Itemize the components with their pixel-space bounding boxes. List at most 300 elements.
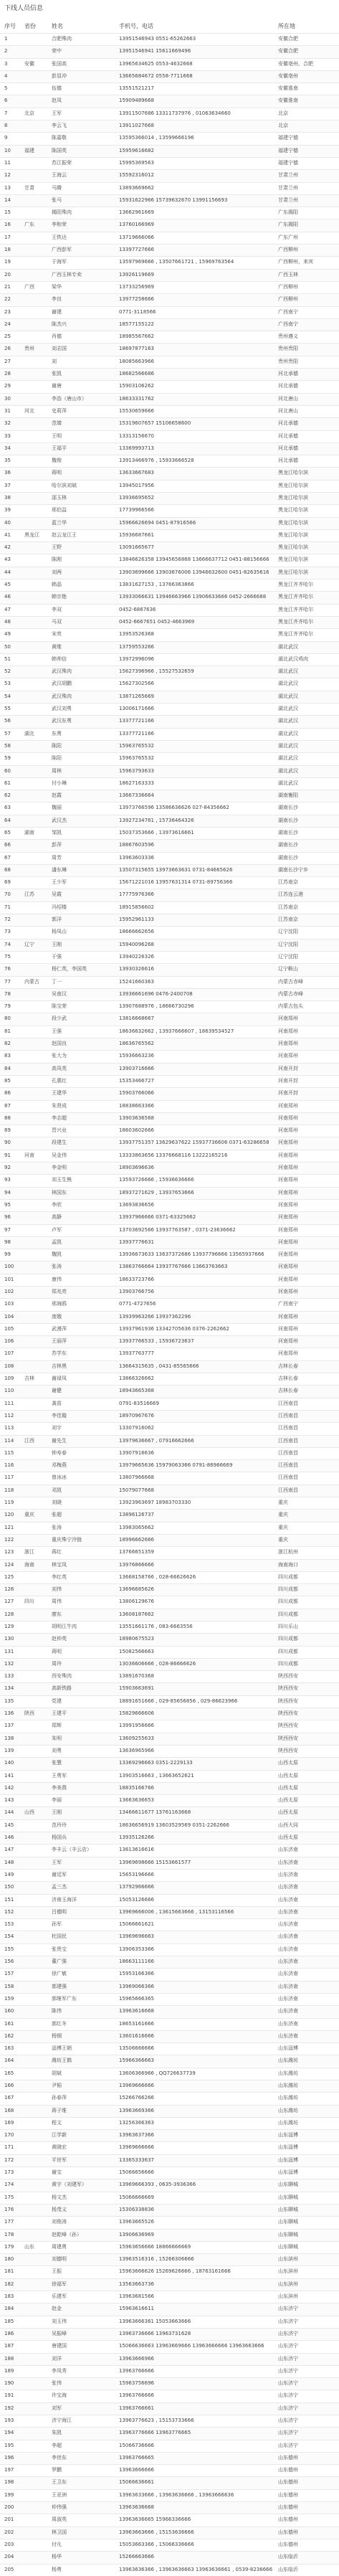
row-location: 山东淄博 — [278, 2169, 298, 2176]
row-name: 马腾 — [52, 184, 62, 191]
row-name: 陈嘉敬 — [52, 135, 67, 141]
row-name: 黄宇（刘建军） — [52, 2182, 87, 2188]
row-location: 广西南宁 — [278, 1301, 298, 1307]
row-index: 53 — [4, 681, 11, 687]
row-location: 河南郑州 — [278, 1114, 298, 1121]
row-phone: 13601616666 — [119, 2032, 154, 2039]
row-name: 郭建强 — [52, 1983, 67, 1989]
table-row — [0, 1373, 339, 1385]
row-location: 山东潍坊 — [278, 2095, 298, 2101]
table-row — [0, 2377, 339, 2390]
table-row — [0, 1993, 339, 2005]
row-location: 安徽淮南 — [278, 85, 298, 92]
row-phone: 18903696636 — [119, 1165, 154, 1171]
row-phone: 0771-4727656 — [119, 1301, 156, 1307]
row-name: 刘玉伟 — [52, 2318, 67, 2324]
row-index: 149 — [4, 1871, 14, 1877]
row-phone: 15353466727 — [119, 1077, 154, 1084]
row-location: 四川成都 — [278, 1599, 298, 1605]
table-row — [0, 232, 339, 244]
row-index: 143 — [4, 1797, 14, 1804]
row-phone: 13906353366 — [119, 1946, 154, 1952]
row-name: 张国高 — [52, 60, 67, 67]
row-index: 182 — [4, 2281, 14, 2287]
row-index: 61 — [4, 780, 11, 786]
row-name: 杜国民 — [52, 1933, 67, 1940]
row-index: 148 — [4, 1859, 14, 1865]
row-phone: 13006171666 — [119, 706, 154, 712]
row-phone: 13937766533 , 15936723637 — [119, 1338, 194, 1345]
table-row — [0, 1187, 339, 1199]
table-row — [0, 1806, 339, 1819]
row-name: 杨勇 — [52, 2566, 62, 2572]
row-location: 四川乐山 — [278, 1624, 298, 1629]
table-row — [0, 2179, 339, 2191]
row-location: 河南开封 — [278, 1077, 298, 1084]
table-row — [0, 2489, 339, 2501]
row-location: 山东滨州 — [278, 2256, 298, 2263]
table-row — [0, 1435, 339, 1447]
row-phone: 13466611677 13761163668 — [119, 1809, 191, 1816]
table-row — [0, 2241, 339, 2253]
row-phone: 18980675523 — [119, 1636, 154, 1642]
row-name: 刘伟 — [52, 1586, 62, 1593]
row-location: 山东聊城 — [278, 2206, 298, 2212]
row-phone: 13991956666 — [119, 1723, 154, 1729]
row-name: 龚苗 — [52, 1400, 62, 1406]
row-location: 内蒙古赤峰 — [278, 978, 303, 985]
table-row — [0, 2402, 339, 2415]
row-index: 50 — [4, 643, 11, 650]
row-index: 163 — [4, 2045, 14, 2052]
row-index: 66 — [4, 842, 11, 848]
row-name: 吉林黑 — [52, 1363, 67, 1369]
row-name: 尹韬 — [52, 2082, 62, 2088]
table-row — [0, 1174, 339, 1186]
row-index: 39 — [4, 507, 11, 513]
row-phone: 0771-3118566 — [119, 308, 156, 315]
row-phone: 15306338836 — [119, 2206, 154, 2212]
table-row — [0, 1410, 339, 1422]
row-name: 于强 — [52, 953, 62, 960]
table-row — [0, 1832, 339, 1844]
row-phone: 15066636663 13963669666 13963666666 13963663666 — [119, 2343, 264, 2349]
header-name: 姓名 — [52, 23, 63, 29]
row-name: 李佳璇 — [52, 1412, 67, 1419]
row-province: 四川 — [24, 1599, 34, 1605]
table-row — [0, 2514, 339, 2526]
row-location: 湖南长沙 — [278, 805, 298, 811]
row-name: 江学新 — [52, 2132, 67, 2139]
row-phone: 13963666361 15053663666 — [119, 2318, 191, 2324]
row-location: 黑龙江哈尔滨 — [278, 531, 308, 538]
row-phone: 13969698666 15153661577 — [119, 1859, 191, 1865]
row-index: 5 — [4, 85, 8, 92]
row-index: 169 — [4, 2119, 14, 2126]
row-location: 湖南衡阳 — [278, 792, 298, 799]
row-location: 山东聊城 — [278, 2219, 298, 2225]
row-index: 161 — [4, 2020, 14, 2027]
row-location: 山东济宁 — [278, 2380, 298, 2387]
row-index: 174 — [4, 2182, 14, 2188]
table-row — [0, 1398, 339, 1410]
row-index: 145 — [4, 1822, 14, 1828]
row-index: 103 — [4, 1301, 14, 1307]
row-index: 31 — [4, 407, 11, 414]
row-index: 125 — [4, 1573, 14, 1580]
table-row — [0, 2117, 339, 2129]
row-location: 湖北武汉 — [278, 780, 298, 786]
row-province: 山东 — [24, 2243, 34, 2250]
row-location: 四川成都 — [278, 1648, 298, 1654]
table-row — [0, 1559, 339, 1571]
row-location: 山东滨州 — [278, 2293, 298, 2300]
row-index: 185 — [4, 2318, 14, 2324]
row-phone: 13377721166 — [119, 718, 154, 724]
row-name: 张涛 — [52, 1524, 62, 1530]
table-row — [0, 1497, 339, 1509]
table-row — [0, 1026, 339, 1038]
row-location: 重庆 — [278, 1500, 288, 1506]
row-phone: 15995369563 — [119, 159, 154, 166]
row-index: 119 — [4, 1500, 14, 1506]
row-phone: 15959616682 — [119, 147, 154, 153]
row-name: 李良 — [52, 296, 62, 303]
row-location: 山东德州 — [278, 2541, 298, 2547]
row-name: 李志超 — [52, 1114, 67, 1121]
row-index: 40 — [4, 519, 11, 526]
row-province: 吉林 — [24, 1375, 34, 1382]
row-location: 山东德州 — [278, 2479, 298, 2486]
row-phone: 18970967676 — [119, 1412, 154, 1419]
row-index: 16 — [4, 222, 11, 228]
row-name: 张大为 — [52, 1053, 67, 1059]
row-phone: 13979636667 , 07916662666 — [119, 1437, 194, 1444]
table-row — [0, 194, 339, 207]
row-location: 广西柳州，来宾 — [278, 259, 313, 265]
row-phone: 13963776666 13963776665 — [119, 2430, 191, 2436]
table-row — [0, 380, 339, 392]
row-index: 126 — [4, 1586, 14, 1593]
row-index: 194 — [4, 2430, 14, 2436]
row-name: 平世军 — [52, 2156, 67, 2163]
row-index: 147 — [4, 1847, 14, 1853]
row-index: 79 — [4, 1003, 11, 1010]
row-name: 广西彭军 — [52, 247, 72, 253]
table-row — [0, 1956, 339, 1968]
row-phone: 13963663666 , 15153636666 — [119, 2529, 194, 2535]
row-phone: 13906636969 — [119, 2231, 154, 2238]
row-location: 贵州贵阳 — [278, 358, 298, 364]
table-row — [0, 2476, 339, 2489]
row-location: 吉林长春 — [278, 1363, 298, 1369]
row-index: 171 — [4, 2144, 14, 2151]
row-location: 湖北武汉鸡肉 — [278, 655, 308, 662]
row-name: 刘俊涛 — [52, 2219, 67, 2225]
row-phone: 13963636665 15966336666 — [119, 2516, 191, 2523]
table-row — [0, 901, 339, 914]
table-row — [0, 368, 339, 380]
row-index: 165 — [4, 2070, 14, 2076]
row-index: 187 — [4, 2343, 14, 2349]
row-phone: 13963633666 , 13963636666 , 13963666636 — [119, 2491, 234, 2498]
row-name: 孙军 — [52, 1921, 62, 1928]
row-index: 77 — [4, 978, 11, 985]
row-location: 河南郑州 — [278, 1165, 298, 1171]
row-index: 57 — [4, 730, 11, 737]
row-name: 孟凯 — [52, 1239, 62, 1245]
row-index: 133 — [4, 1673, 14, 1680]
row-name: 孙春萍 — [52, 2095, 67, 2101]
row-phone: 13593726666 , 15936636666 — [119, 1177, 194, 1183]
row-location: 河南郑州 — [278, 1226, 298, 1233]
row-location: 山东滨州 — [278, 2281, 298, 2287]
row-province: 浙江 — [24, 1549, 34, 1555]
row-name: 杨茂义 — [52, 2206, 67, 2212]
table-row — [0, 1534, 339, 1546]
row-phone: 13036606666 , 028-86666626 — [119, 1660, 196, 1667]
row-phone: 13939963266 13937362296 — [119, 1313, 191, 1320]
row-phone: 13976866666 — [119, 1561, 154, 1568]
table-row — [0, 1943, 339, 1956]
row-location: 湖南长沙 — [278, 830, 298, 835]
table-row — [0, 1484, 339, 1497]
row-name: 陈国英 — [52, 147, 67, 153]
row-name: 王卫东 — [52, 2479, 67, 2486]
row-location: 山东济南 — [278, 2008, 298, 2014]
row-location: 安徽亳州 — [278, 72, 298, 79]
row-location: 山东济宁 — [278, 2330, 298, 2336]
row-location: 黑龙江齐齐哈尔 — [278, 618, 313, 625]
row-phone: 13963766665 — [119, 2454, 154, 2461]
row-phone: 18697877163 — [119, 346, 154, 352]
row-phone: 13963669366 — [119, 2107, 154, 2113]
row-index: 139 — [4, 1747, 14, 1753]
table-row — [0, 1509, 339, 1521]
row-phone: 13945017956 — [119, 482, 154, 488]
row-name: 广西玉林专卖 — [52, 271, 82, 278]
row-name: 彭显冲 — [52, 72, 67, 79]
row-index: 36 — [4, 470, 11, 476]
row-location: 湖北武汉 — [278, 681, 298, 687]
row-location: 吉林长春 — [278, 1388, 298, 1394]
row-location: 山东聊城 — [278, 2182, 298, 2188]
row-location: 广东揭阳 — [278, 222, 298, 228]
row-index: 15 — [4, 209, 11, 216]
row-location: 江西南昌 — [278, 1474, 298, 1481]
row-location: 湖南长沙 — [278, 842, 298, 848]
row-name: 赵仲英 — [52, 1636, 67, 1642]
row-location: 山东滨州 — [278, 2268, 298, 2275]
row-phone: 13935126266 — [119, 1834, 154, 1841]
row-location: 山西太原 — [278, 1797, 298, 1804]
table-row — [0, 1794, 339, 1806]
row-province: 河南 — [24, 1152, 34, 1158]
row-index: 186 — [4, 2330, 14, 2336]
row-phone: 15963656666 18866666669 — [119, 2243, 191, 2250]
table-row — [0, 1633, 339, 1645]
table-row — [0, 1274, 339, 1286]
row-phone: 13933066631 13946663966 13906633666 0452-2666688 — [119, 594, 267, 600]
table-row — [0, 802, 339, 814]
row-phone: 13896126737 — [119, 1512, 154, 1518]
row-name: 王强 — [52, 1028, 62, 1034]
row-location: 山东德州 — [278, 2529, 298, 2535]
row-index: 132 — [4, 1660, 14, 1667]
row-index: 117 — [4, 1474, 14, 1481]
row-phone: 18636656919 13603529569 0351-2262666 — [119, 1822, 229, 1828]
row-phone: 13759553266 — [119, 643, 154, 650]
row-location: 河北承德 — [278, 371, 298, 377]
row-phone: 13636965966 — [119, 1747, 154, 1753]
row-location: 河南开封 — [278, 1090, 298, 1097]
row-location: 山东济南 — [278, 1896, 298, 1903]
row-name: 张伟 — [52, 2380, 62, 2387]
row-phone: 13936695652 — [119, 494, 154, 501]
table-row — [0, 2303, 339, 2315]
row-name: 段少武 — [52, 1015, 67, 1022]
row-phone: 13696685626 — [119, 1586, 154, 1593]
row-index: 72 — [4, 917, 11, 923]
row-name: 王建华 — [52, 1090, 67, 1097]
row-index: 80 — [4, 1015, 11, 1022]
row-index: 43 — [4, 557, 11, 563]
header-province: 省份 — [24, 23, 36, 29]
row-phone: 15936663236 — [119, 1053, 154, 1059]
row-index: 112 — [4, 1412, 14, 1419]
row-location: 山东济南 — [278, 1871, 298, 1877]
row-index: 6 — [4, 98, 8, 104]
table-row — [0, 628, 339, 640]
table-row — [0, 1447, 339, 1459]
row-phone: 13365333637 — [119, 2156, 154, 2163]
table-row — [0, 1162, 339, 1174]
row-index: 32 — [4, 420, 11, 427]
row-index: 2 — [4, 48, 8, 55]
row-name: 李丽 — [52, 1797, 62, 1804]
table-row — [0, 2092, 339, 2104]
row-phone: 15829666606 — [119, 1710, 154, 1717]
row-name: 李双 — [52, 606, 62, 612]
row-phone: 13903766756 — [119, 1288, 154, 1294]
row-location: 河南郑州 — [278, 1201, 298, 1208]
row-phone: 13969666666 — [119, 2144, 154, 2151]
row-location: 福建宁德 — [278, 159, 298, 166]
row-name: 王军 — [52, 1859, 62, 1865]
table-row — [0, 1038, 339, 1050]
row-index: 107 — [4, 1350, 14, 1357]
row-index: 59 — [4, 755, 11, 762]
row-index: 104 — [4, 1313, 14, 1320]
row-index: 192 — [4, 2405, 14, 2411]
row-name: 武漫萍 — [52, 1325, 67, 1332]
row-location: 河南郑州 — [278, 1177, 298, 1183]
table-row — [0, 281, 339, 293]
row-location: 山东聊城 — [278, 2194, 298, 2200]
table-row — [0, 876, 339, 889]
row-phone: 18943665368 — [119, 1388, 154, 1394]
row-location: 河南郑州 — [278, 1338, 298, 1345]
row-name: 蓝兰华 — [52, 519, 67, 526]
row-location: 内蒙古赤峰 — [278, 990, 303, 997]
table-row — [0, 1571, 339, 1583]
row-location: 黑龙江齐齐哈尔 — [278, 594, 313, 600]
row-phone: 15053663366 , 15066336666 — [119, 2541, 194, 2547]
table-row — [0, 318, 339, 331]
row-phone: 13664315635 , 0431-85565666 — [119, 1363, 199, 1369]
row-phone: 13953526368 — [119, 631, 154, 638]
row-index: 128 — [4, 1611, 14, 1617]
row-phone: 13506666666 — [119, 2045, 154, 2052]
row-name: 李美燕 — [52, 1784, 67, 1791]
row-name: 徐广敏 — [52, 1971, 67, 1977]
row-phone: 18666662656 — [119, 929, 154, 935]
table-row — [0, 1422, 339, 1434]
row-location: 山东济宁 — [278, 2355, 298, 2362]
row-index: 75 — [4, 953, 11, 960]
row-name: 董广强 — [52, 1959, 67, 1965]
row-location: 山东济南 — [278, 1995, 298, 2002]
row-phone: 15037353666 , 13973616661 — [119, 830, 194, 835]
table-row — [0, 182, 339, 194]
row-name: 赵乾峰（孙） — [52, 2231, 82, 2238]
table-row — [0, 554, 339, 566]
row-location: 山东济宁 — [278, 2418, 298, 2423]
row-index: 172 — [4, 2156, 14, 2163]
row-index: 45 — [4, 582, 11, 588]
row-name: 合肥殊肉 — [52, 36, 72, 42]
row-name: 谢禄凤 — [52, 1375, 67, 1382]
row-location: 贵州贵阳 — [278, 346, 298, 352]
row-name: 黄晓宏 — [52, 2144, 67, 2151]
row-index: 85 — [4, 1077, 11, 1084]
row-location: 江西南昌 — [278, 1462, 298, 1469]
row-phone: 18937271629 , 13937653666 — [119, 1189, 194, 1195]
row-location: 广东广州 — [278, 234, 298, 240]
row-index: 3 — [4, 60, 8, 67]
row-location: 陕西西安 — [278, 1673, 298, 1680]
row-phone: 13667336664 — [119, 792, 154, 799]
row-name: 史莉萍 — [52, 407, 67, 414]
row-index: 88 — [4, 1114, 11, 1121]
row-province: 海南 — [24, 1561, 34, 1568]
row-location: 河南郑州 — [278, 1325, 298, 1332]
row-location: 山东济宁 — [278, 2430, 298, 2436]
row-index: 38 — [4, 494, 11, 501]
row-phone: 13963636366 , 13963636663 13963636661 , 0539-8236666 — [119, 2566, 273, 2572]
row-name: 刘志国 — [52, 346, 67, 352]
row-index: 76 — [4, 966, 11, 972]
row-name: 仲伟强 — [52, 2504, 67, 2511]
row-phone: 18985567662 — [119, 333, 154, 340]
row-phone: 18867603596 — [119, 842, 154, 848]
row-phone: 13969696663 — [119, 1933, 154, 1940]
row-province: 广东 — [24, 222, 34, 228]
row-index: 25 — [4, 333, 11, 340]
row-name: 李云飞 — [52, 123, 67, 129]
row-index: 92 — [4, 1165, 11, 1171]
row-location: 湖南长沙 — [278, 817, 298, 823]
row-location: 山东临沂 — [278, 2566, 298, 2572]
row-location: 山东济南 — [278, 1971, 298, 1977]
row-name: 李世东 — [52, 2454, 67, 2461]
row-name: 徐福军 — [52, 2281, 67, 2287]
table-row — [0, 1583, 339, 1596]
row-phone: 15940096268 — [119, 941, 154, 947]
table-row — [0, 914, 339, 926]
row-location: 山东济南 — [278, 2020, 298, 2027]
row-index: 197 — [4, 2467, 14, 2473]
